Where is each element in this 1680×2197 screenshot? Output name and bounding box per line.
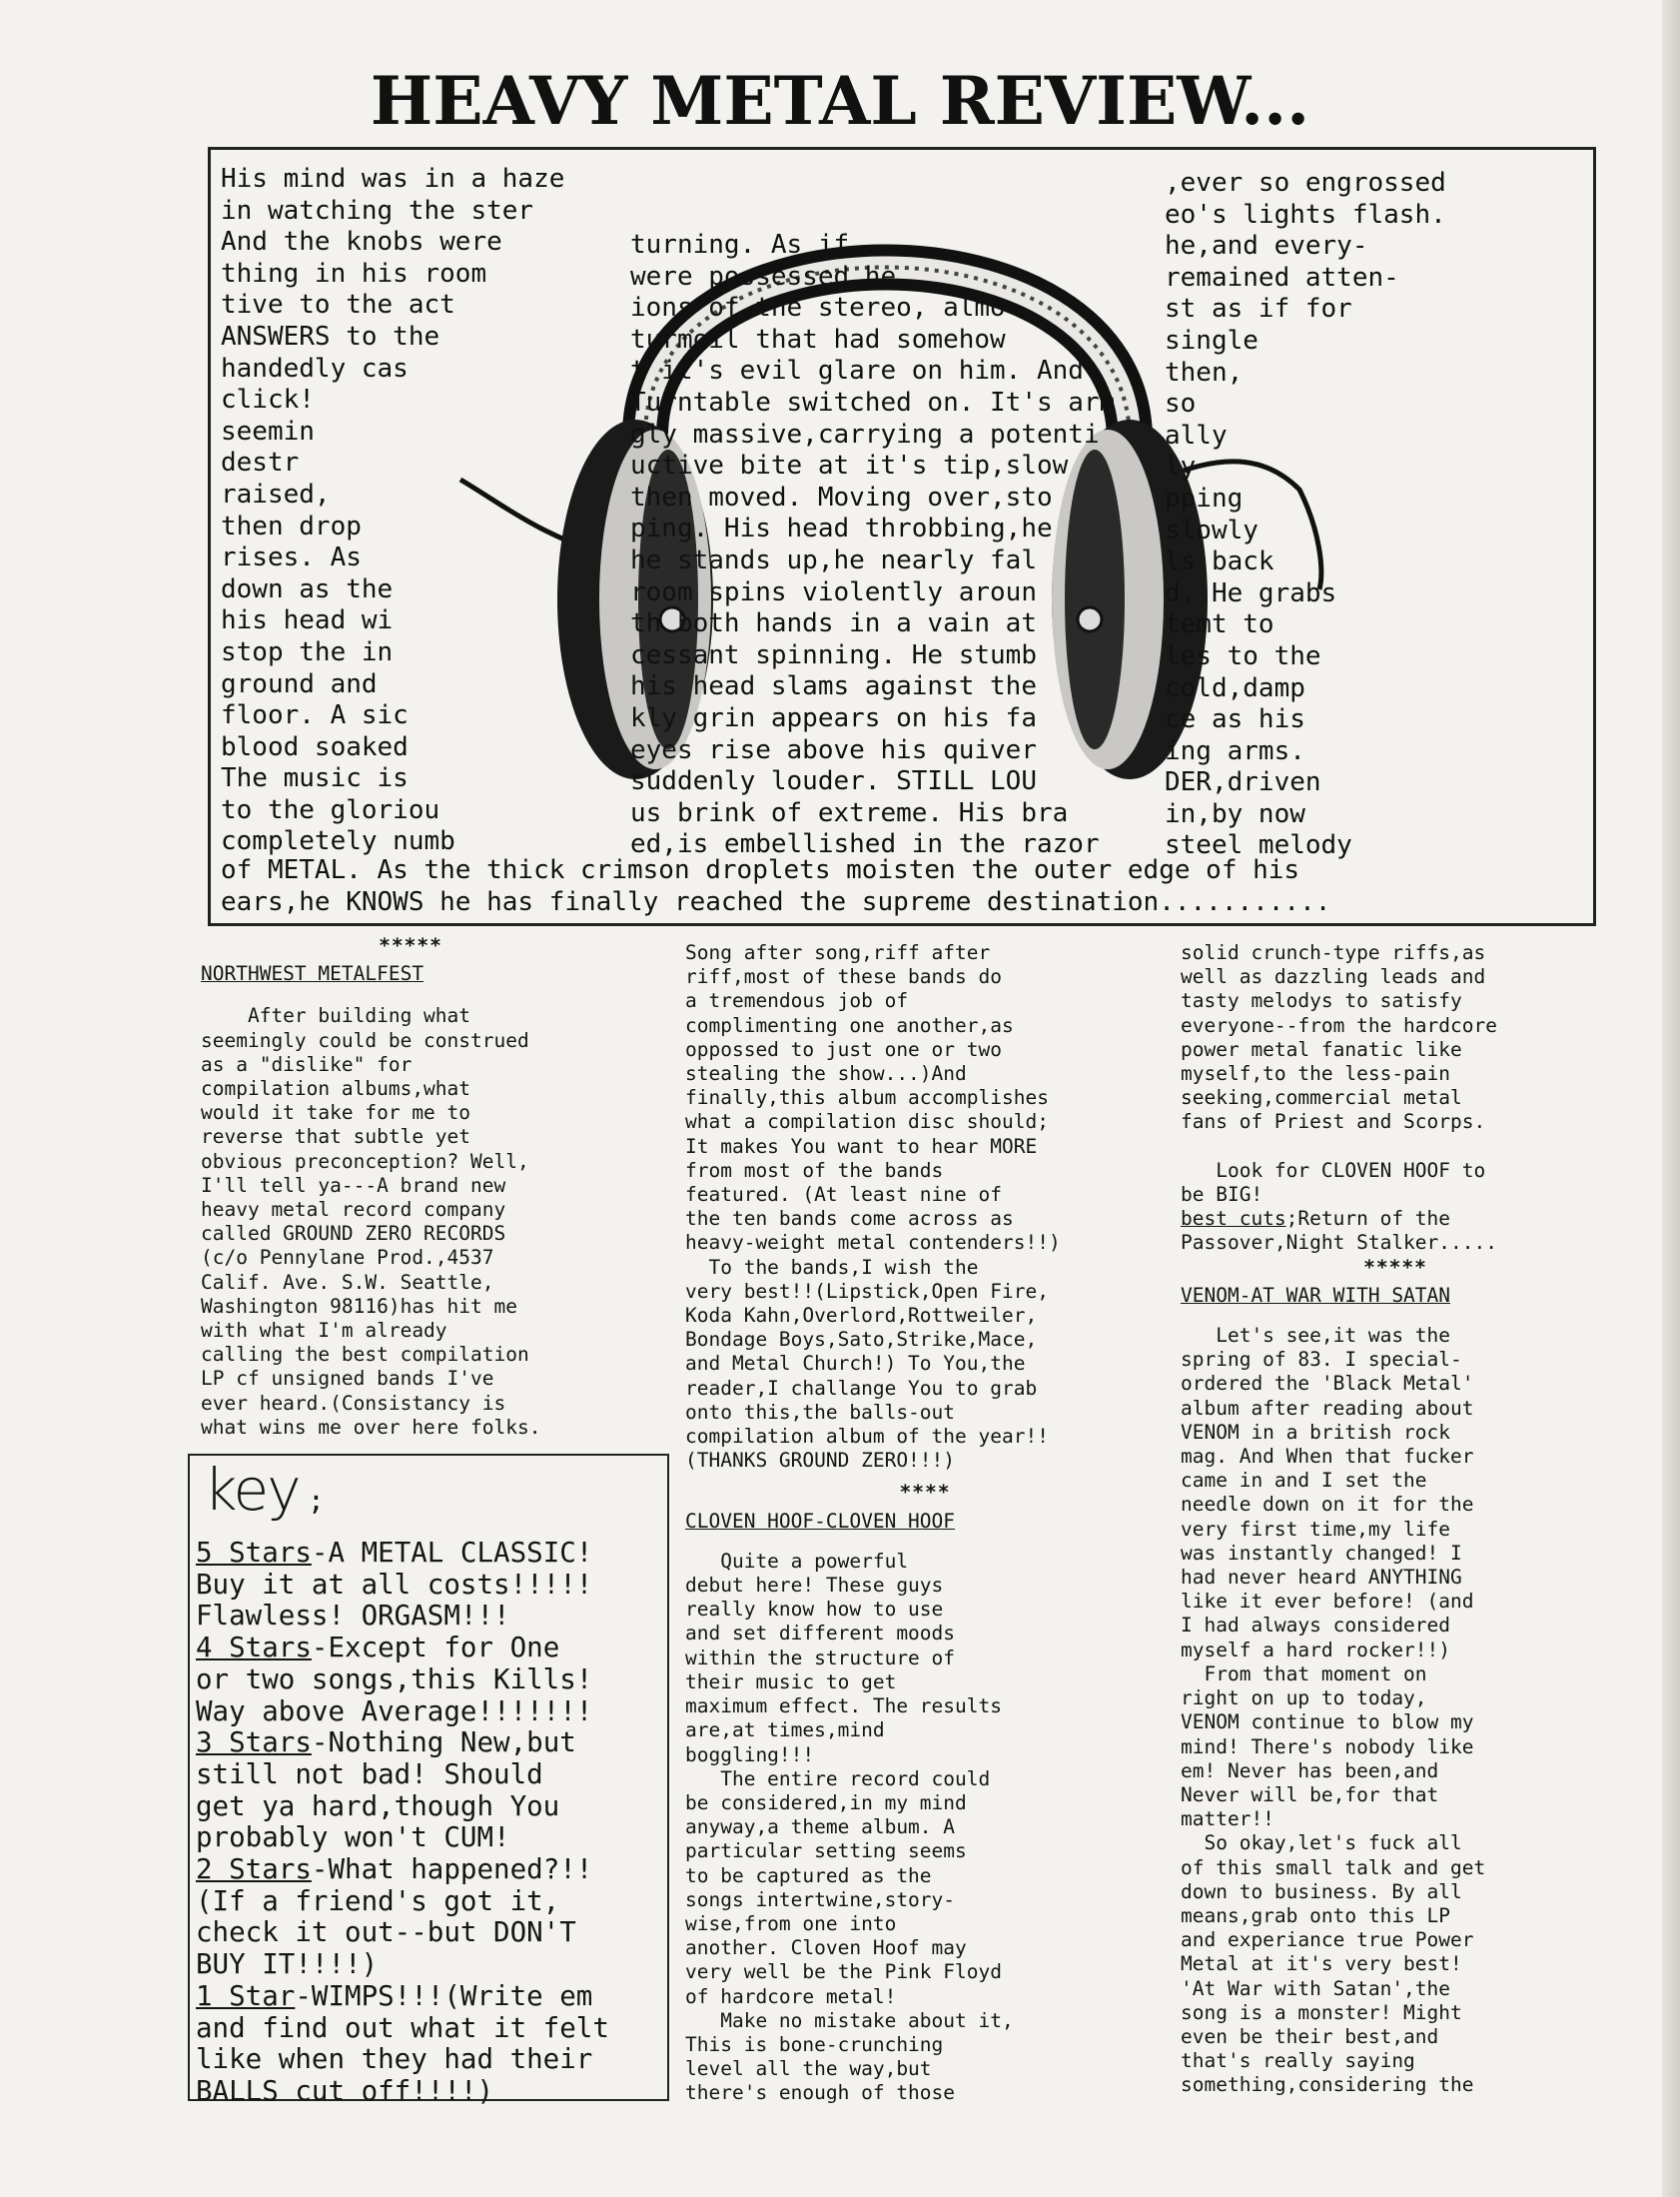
body-line: be BIG!: [1181, 1183, 1263, 1207]
body-line: onto this,the balls-out: [685, 1400, 956, 1424]
body-line: riff,most of these bands do: [685, 965, 1002, 989]
body-line: their music to get: [685, 1669, 897, 1693]
key-line: [196, 1791, 609, 1823]
body-line: heavy-weight metal contenders!!): [685, 1231, 1061, 1255]
body-line: to be captured as the: [685, 1863, 932, 1887]
body-line: (c/o Pennylane Prod.,4537: [201, 1246, 494, 1270]
body-line: Let's see,it was the: [1181, 1324, 1451, 1348]
body-line: To the bands,I wish the: [685, 1255, 979, 1279]
key-description: Flawless! ORGASM!!!: [196, 1600, 510, 1633]
key-description: -WIMPS!!!(Write em: [295, 1979, 593, 2012]
body-line: right on up to today,: [1181, 1686, 1427, 1710]
column-venom: [1181, 941, 1610, 2098]
body-line: featured. (At least nine of: [685, 1183, 1002, 1207]
body-line: anyway,a theme album. A: [685, 1815, 956, 1839]
body-line: matter!!: [1181, 1807, 1274, 1831]
best-cuts-line-2: Passover,Night Stalker.....: [1181, 1231, 1497, 1255]
key-description: -Except for One: [311, 1632, 560, 1664]
body-line: (THANKS GROUND ZERO!!!): [685, 1449, 956, 1473]
key-star-label: 4 Stars: [196, 1632, 312, 1664]
body-line: Koda Kahn,Overlord,Rottweiler,: [685, 1304, 1038, 1328]
body-line: a tremendous job of: [685, 989, 909, 1013]
key-line: [196, 1886, 609, 1918]
body-line: tasty melodys to satisfy: [1181, 989, 1462, 1013]
body-line: was instantly changed! I: [1181, 1541, 1462, 1565]
story-left-column: His mind was in a haze in watching the ster And the knobs were thing in his room tive to the act ANSWERS to the handedly cas click! seemin destr raised, then drop rises. As down as the his head wi stop the in ground and floor. A sic blood soaked The music is to the gloriou completely numb: [221, 164, 565, 857]
key-star-label: 1 Star: [196, 1979, 296, 2012]
body-line: reverse that subtle yet: [201, 1125, 471, 1149]
body-line: like it ever before! (and: [1181, 1590, 1474, 1614]
body-line: and Metal Church!) To You,the: [685, 1352, 1026, 1376]
body-line: ever heard.(Consistancy is: [201, 1391, 506, 1415]
key-description: or two songs,this Kills!: [196, 1662, 593, 1695]
body-line: Calif. Ave. S.W. Seattle,: [201, 1270, 494, 1294]
body-line: boggling!!!: [685, 1742, 815, 1766]
key-line: [196, 1949, 609, 1981]
body-line: reader,I challange You to grab: [685, 1376, 1038, 1400]
body-line: song is a monster! Might: [1181, 2000, 1462, 2024]
body-line: very well be the Pink Floyd: [685, 1960, 1002, 1984]
body-line: everyone--from the hardcore: [1181, 1013, 1497, 1037]
body-line: From that moment on: [1181, 1661, 1427, 1685]
rating-stars: *****: [1363, 1255, 1427, 1279]
rating-stars: ****: [899, 1481, 951, 1505]
body-line: 'At War with Satan',the: [1181, 1976, 1451, 2000]
key-heading-semicolon: ;: [308, 1484, 325, 1517]
body-line: level all the way,but: [685, 2057, 932, 2081]
body-line: This is bone-crunching: [685, 2032, 944, 2056]
key-description: and find out what it felt: [196, 2011, 609, 2044]
body-line: are,at times,mind: [685, 1718, 885, 1742]
key-description: check it out--but DON'T: [196, 1916, 576, 1949]
body-line: there's enough of those: [685, 2081, 956, 2105]
body-line: down to business. By all: [1181, 1879, 1462, 1903]
body-line: album after reading about: [1181, 1396, 1474, 1420]
key-description: (If a friend's got it,: [196, 1884, 560, 1917]
body-line: LP cf unsigned bands I've: [201, 1367, 494, 1391]
body-line: Make no mistake about it,: [685, 2008, 1014, 2032]
page-edge: [1662, 0, 1680, 2197]
best-cuts-label: best cuts: [1181, 1207, 1286, 1231]
body-line: [1181, 1135, 1610, 1159]
body-line: ordered the 'Black Metal': [1181, 1372, 1474, 1396]
body-line: calling the best compilation: [201, 1343, 529, 1367]
body-line: came in and I set the: [1181, 1469, 1427, 1493]
body-line: songs intertwine,story-: [685, 1887, 956, 1911]
body-line: I had always considered: [1181, 1614, 1451, 1638]
body-line: complimenting one another,as: [685, 1013, 1014, 1037]
body-line: VENOM in a british rock: [1181, 1420, 1451, 1444]
key-star-label: 2 Stars: [196, 1853, 312, 1886]
body-line: power metal fanatic like: [1181, 1037, 1462, 1061]
body-line: really know how to use: [685, 1598, 944, 1622]
key-description: -Nothing New,but: [311, 1726, 576, 1759]
body-line: needle down on it for the: [1181, 1493, 1474, 1517]
key-description: Way above Average!!!!!!!: [196, 1694, 593, 1727]
body-line: debut here! These guys: [685, 1574, 944, 1598]
body-line: within the structure of: [685, 1646, 956, 1669]
key-line: [196, 2013, 609, 2045]
key-description: -What happened?!!: [311, 1853, 593, 1886]
body-line: even be their best,and: [1181, 2024, 1439, 2048]
body-line: means,grab onto this LP: [1181, 1903, 1451, 1927]
key-description: BUY IT!!!!): [196, 1948, 379, 1981]
key-line: [196, 2076, 609, 2108]
body-line: The entire record could: [685, 1766, 991, 1790]
key-description: -A METAL CLASSIC!: [311, 1537, 593, 1569]
rating-key-box: [188, 1454, 669, 2107]
body-line: mind! There's nobody like: [1181, 1734, 1474, 1758]
body-line: I'll tell ya---A brand new: [201, 1173, 506, 1197]
body-line: what a compilation disc should;: [685, 1110, 1049, 1134]
body-line: of this small talk and get: [1181, 1855, 1486, 1879]
body-line: Song after song,riff after: [685, 941, 991, 964]
review-title: VENOM-AT WAR WITH SATAN: [1181, 1283, 1451, 1307]
body-line: wise,from one into: [685, 1911, 897, 1935]
body-line: stealing the show...)And: [685, 1062, 967, 1086]
key-line: [196, 1822, 609, 1854]
story-middle-column: turning. As if were possessed he ions of the stereo, almo turmoil that had somehow t it's evil glare on him. And Turntable switched on. It's arm gly massive,carrying a potenti uctive bite at it's tip,slow then moved. Moving over,sto ping. His head throbbing,he he stands up,he nearly fal room spins violently aroun th both hands in a vain at cessant spinning. He stumb his head slams against the kly grin appears on his fa eyes rise above his quiver suddenly louder. STILL LOU us brink of extreme. His bra ed,is embellished in the razor: [630, 230, 1116, 860]
body-line: Look for CLOVEN HOOF to: [1181, 1158, 1486, 1182]
story-bottom-lines: of METAL. As the thick crimson droplets moisten the outer edge of his ears,he KNOWS he has finally reached the supreme destination...........: [221, 855, 1331, 917]
story-right-column: ,ever so engrossed eo's lights flash. he,and every- remained atten- st as if for single then, so ally ly pping slowly ls back d. He grabs temt to les to the cold,damp ce as his ing arms. DER,driven in,by now steel melody: [1165, 168, 1446, 861]
review-body: [201, 1004, 620, 1440]
body-line: well as dazzling leads and: [1181, 965, 1486, 989]
key-line: [196, 2044, 609, 2076]
key-star-label: 5 Stars: [196, 1537, 312, 1569]
body-line: Bondage Boys,Sato,Strike,Mace,: [685, 1328, 1038, 1352]
body-line: particular setting seems: [685, 1839, 967, 1863]
body-line: myself a hard rocker!!): [1181, 1638, 1451, 1661]
key-description: BALLS cut off!!!!): [196, 2074, 494, 2107]
key-description: probably won't CUM!: [196, 1821, 510, 1854]
body-line: as a "dislike" for: [201, 1052, 413, 1076]
body-line: Washington 98116)has hit me: [201, 1294, 517, 1318]
body-line: another. Cloven Hoof may: [685, 1936, 967, 1960]
body-line: with what I'm already: [201, 1319, 447, 1343]
rating-stars: *****: [379, 934, 442, 957]
body-line: seemingly could be construed: [201, 1028, 529, 1052]
body-line: seeking,commercial metal: [1181, 1086, 1462, 1110]
key-lines: [196, 1538, 609, 2108]
key-line: [196, 1538, 609, 1570]
body-line: myself,to the less-pain: [1181, 1062, 1451, 1086]
column-northwest-metalfest: [201, 934, 620, 1440]
review-body-continued: [1181, 941, 1610, 1207]
key-line: [196, 1696, 609, 1728]
body-line: the ten bands come across as: [685, 1207, 1014, 1231]
key-line: [196, 1917, 609, 1949]
body-line: VENOM continue to blow my: [1181, 1710, 1474, 1734]
body-line: So okay,let's fuck all: [1181, 1831, 1462, 1855]
key-heading: key: [204, 1456, 300, 1524]
body-line: that's really saying: [1181, 2049, 1415, 2073]
body-line: em! Never has been,and: [1181, 1758, 1439, 1782]
body-line: mag. And When that fucker: [1181, 1445, 1474, 1469]
body-line: finally,this album accomplishes: [685, 1086, 1049, 1110]
body-line: compilation album of the year!!: [685, 1425, 1049, 1449]
review-body: [685, 1550, 1165, 2106]
body-line: and experiance true Power: [1181, 1928, 1474, 1952]
review-body: [1181, 1324, 1610, 2098]
body-line: After building what: [201, 1004, 471, 1028]
key-line: [196, 1759, 609, 1791]
body-line: fans of Priest and Scorps.: [1181, 1110, 1486, 1134]
key-line: [196, 1664, 609, 1696]
body-line: what wins me over here folks.: [201, 1415, 541, 1439]
body-line: oppossed to just one or two: [685, 1037, 1002, 1061]
body-line: of hardcore metal!: [685, 1984, 897, 2008]
body-line: from most of the bands: [685, 1158, 944, 1182]
review-title: CLOVEN HOOF-CLOVEN HOOF: [685, 1509, 956, 1533]
best-cuts-line: [1181, 1207, 1610, 1231]
key-line: [196, 1601, 609, 1633]
body-line: be considered,in my mind: [685, 1790, 967, 1814]
body-line: Quite a powerful: [685, 1549, 909, 1573]
body-line: obvious preconception? Well,: [201, 1149, 529, 1173]
key-description: like when they had their: [196, 2043, 593, 2076]
body-line: would it take for me to: [201, 1101, 471, 1125]
body-line: maximum effect. The results: [685, 1694, 1002, 1718]
body-line: Never will be,for that: [1181, 1782, 1439, 1806]
column-cloven-hoof: [685, 941, 1165, 2106]
story-box: [208, 147, 1596, 926]
key-description: still not bad! Should: [196, 1757, 543, 1790]
body-line: Metal at it's very best!: [1181, 1952, 1462, 1976]
body-line: heavy metal record company: [201, 1198, 506, 1222]
body-line: spring of 83. I special-: [1181, 1348, 1462, 1372]
body-line: It makes You want to hear MORE: [685, 1134, 1038, 1158]
body-line: and set different moods: [685, 1622, 956, 1646]
page-headline: HEAVY METAL REVIEW...: [370, 62, 1310, 140]
review-body-continued: [685, 941, 1165, 1473]
key-star-label: 3 Stars: [196, 1726, 312, 1759]
key-line: [196, 1854, 609, 1886]
body-line: solid crunch-type riffs,as: [1181, 941, 1486, 964]
key-line: [196, 1633, 609, 1664]
key-line: [196, 1727, 609, 1759]
review-title: NORTHWEST METALFEST: [201, 962, 424, 986]
body-line: called GROUND ZERO RECORDS: [201, 1222, 506, 1246]
key-line: [196, 1981, 609, 2013]
key-line: [196, 1570, 609, 1602]
body-line: compilation albums,what: [201, 1077, 471, 1101]
key-description: get ya hard,though You: [196, 1789, 560, 1822]
best-cuts-text: ;Return of the: [1285, 1207, 1451, 1231]
body-line: very first time,my life: [1181, 1517, 1451, 1541]
body-line: had never heard ANYTHING: [1181, 1566, 1462, 1590]
body-line: very best!!(Lipstick,Open Fire,: [685, 1279, 1049, 1303]
body-line: something,considering the: [1181, 2073, 1474, 2097]
key-description: Buy it at all costs!!!!!: [196, 1568, 593, 1601]
